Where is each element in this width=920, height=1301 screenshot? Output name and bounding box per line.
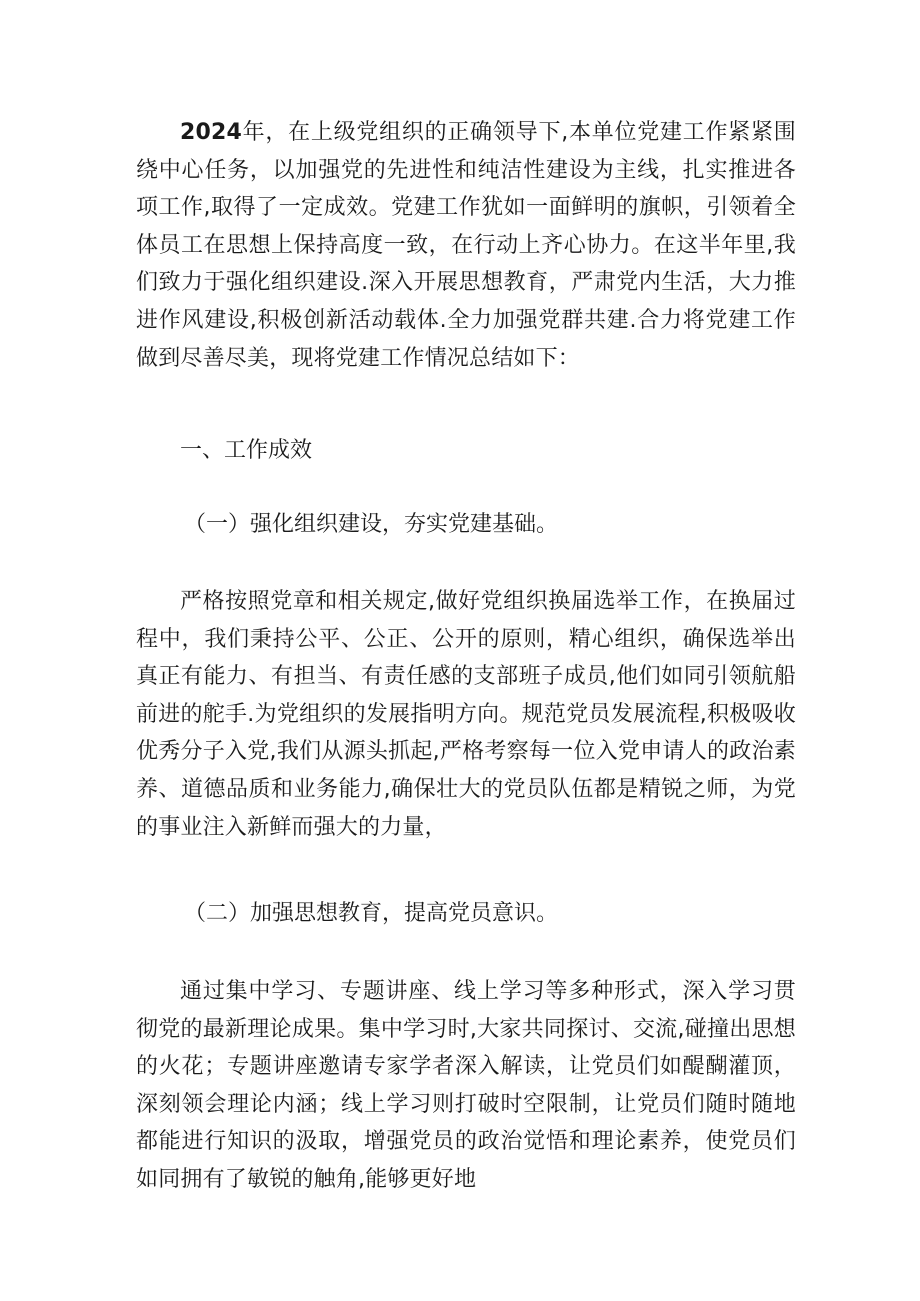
section-heading-work-results: 一、工作成效 bbox=[180, 438, 313, 463]
subsection-body-organization: 严格按照党章和相关规定,做好党组织换届选举工作，在换届过程中，我们秉持公平、公正、公开的原则，精心组织，确保选举出真正有能力、有担当、有责任感的支部班子成员,他们如同引领航船前进的舵手.为党组织的发展指明方向。规范党员发展流程,积极吸收优秀分子入党,我们从源头抓起,严格考察每一位入党申请人的政治素养、道德品质和业务能力,确保壮大的党员队伍都是精锐之师，为党的事业注入新鲜而强大的力量， bbox=[136, 589, 796, 840]
subsection-heading-organization: （一）强化组织建设，夯实党建基础。 bbox=[184, 512, 559, 537]
intro-text: 年，在上级党组织的正确领导下,本单位党建工作紧紧围绕中心任务，以加强党的先进性和纯洁性建设为主线，扎实推进各项工作,取得了一定成效。党建工作犹如一面鲜明的旗帜，引领着全体员工在思想上保持高度一致，在行动上齐心协力。在这半年里,我们致力于强化组织建设.深入开展思想教育，严肃党内生活，大力推进作风建设,积极创新活动载体.全力加强党群共建.合力将党建工作做到尽善尽美，现将党建工作情况总结如下： bbox=[136, 120, 796, 371]
subsection-heading-education: （二）加强思想教育，提高党员意识。 bbox=[184, 901, 559, 926]
intro-year: 2024 bbox=[180, 120, 243, 145]
subsection-body-education: 通过集中学习、专题讲座、线上学习等多种形式，深入学习贯彻党的最新理论成果。集中学习时,大家共同探讨、交流,碰撞出思想的火花；专题讲座邀请专家学者深入解读，让党员们如醍醐灌顶，深刻领会理论内涵；线上学习则打破时空限制，让党员们随时随地都能进行知识的汲取，增强党员的政治觉悟和理论素养，使党员们如同拥有了敏锐的触角,能够更好地 bbox=[136, 979, 796, 1192]
intro-paragraph bbox=[136, 114, 796, 377]
